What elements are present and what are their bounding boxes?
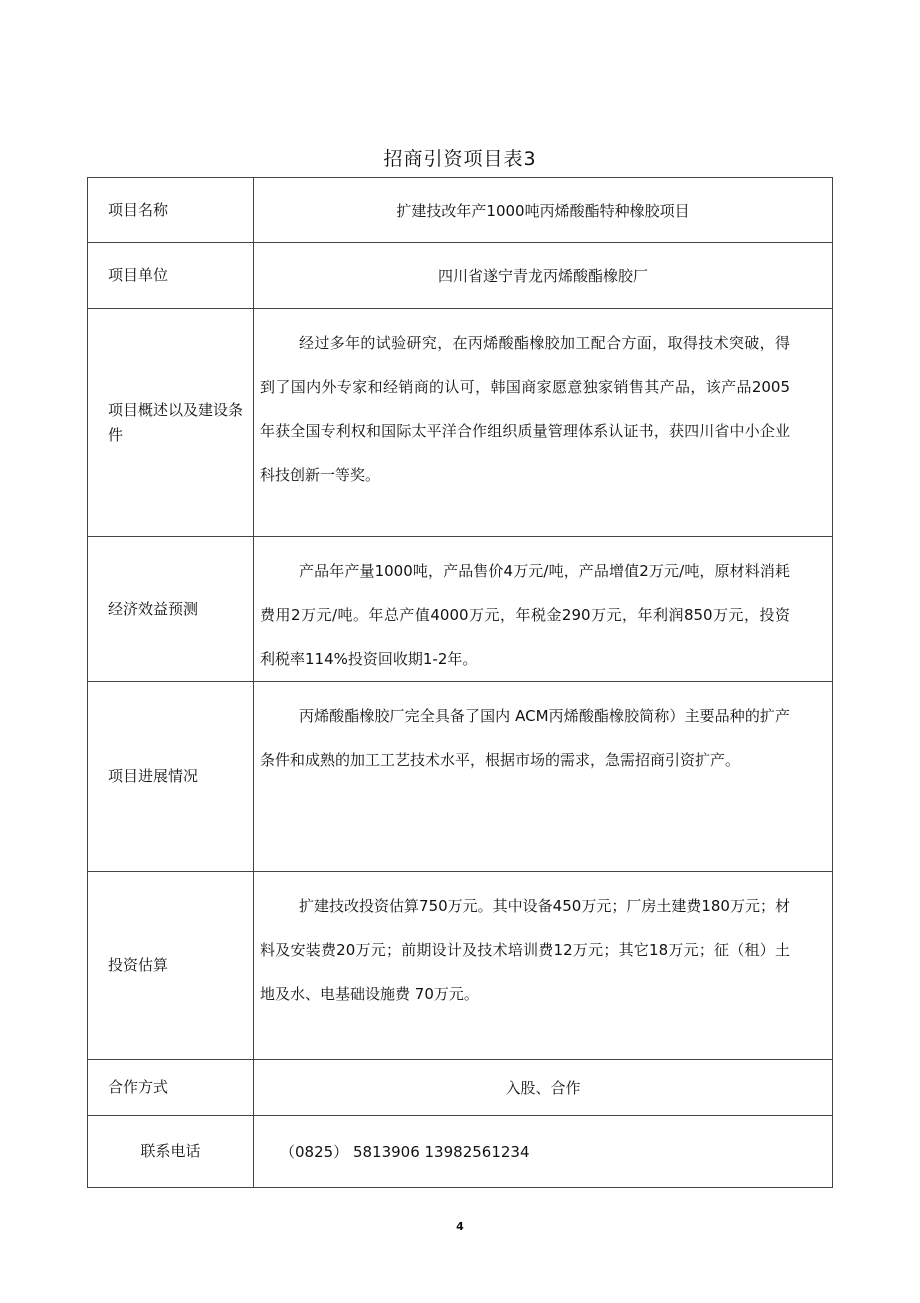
label-investment-estimate: 投资估算 (88, 872, 254, 1060)
table-row-project-overview (88, 309, 833, 537)
value-economic-forecast: 产品年产量1000吨，产品售价4万元/吨，产品增值2万元/吨，原材料消耗费用2万元/吨。年总产值4000万元，年税金290万元，年利润850万元，投资利税率114%投资回收期1-2年。 (260, 562, 790, 668)
label-contact-phone: 联系电话 (88, 1116, 254, 1188)
value-cooperation-mode: 入股、合作 (254, 1060, 833, 1116)
project-info-table (87, 177, 833, 1188)
value-project-unit: 四川省遂宁青龙丙烯酸酯橡胶厂 (254, 243, 833, 309)
value-project-name: 扩建技改年产1000吨丙烯酸酯特种橡胶项目 (254, 178, 833, 243)
value-investment-estimate: 扩建技改投资估算750万元。其中设备450万元；厂房土建费180万元；材料及安装费20万元；前期设计及技术培训费12万元；其它18万元；征（租）土地及水、电基础设施费 70万元。 (260, 897, 790, 1003)
table-row-project-unit (88, 243, 833, 309)
value-project-progress: 丙烯酸酯橡胶厂完全具备了国内 ACM丙烯酸酯橡胶简称）主要品种的扩产条件和成熟的加工工艺技术水平，根据市场的需求，急需招商引资扩产。 (260, 707, 790, 769)
value-contact-phone: （0825） 5813906 13982561234 (254, 1116, 833, 1188)
table-row-project-name (88, 178, 833, 243)
label-project-progress: 项目进展情况 (88, 682, 254, 872)
value-project-overview: 经过多年的试验研究，在丙烯酸酯橡胶加工配合方面，取得技术突破，得到了国内外专家和经销商的认可，韩国商家愿意独家销售其产品，该产品2005年获全国专利权和国际太平洋合作组织质量管理体系认证书，获四川省中小企业科技创新一等奖。 (260, 334, 790, 484)
label-project-name: 项目名称 (88, 178, 254, 243)
label-economic-forecast: 经济效益预测 (88, 537, 254, 682)
table-row-investment-estimate (88, 872, 833, 1060)
table-row-project-progress (88, 682, 833, 872)
page-number: 4 (456, 1220, 464, 1233)
table-row-cooperation-mode (88, 1060, 833, 1116)
page-title: 招商引资项目表3 (383, 148, 537, 170)
table-row-contact-phone (88, 1116, 833, 1188)
label-project-overview: 项目概述以及建设条件 (88, 309, 254, 537)
label-cooperation-mode: 合作方式 (88, 1060, 254, 1116)
label-project-unit: 项目单位 (88, 243, 254, 309)
table-row-economic-forecast (88, 537, 833, 682)
